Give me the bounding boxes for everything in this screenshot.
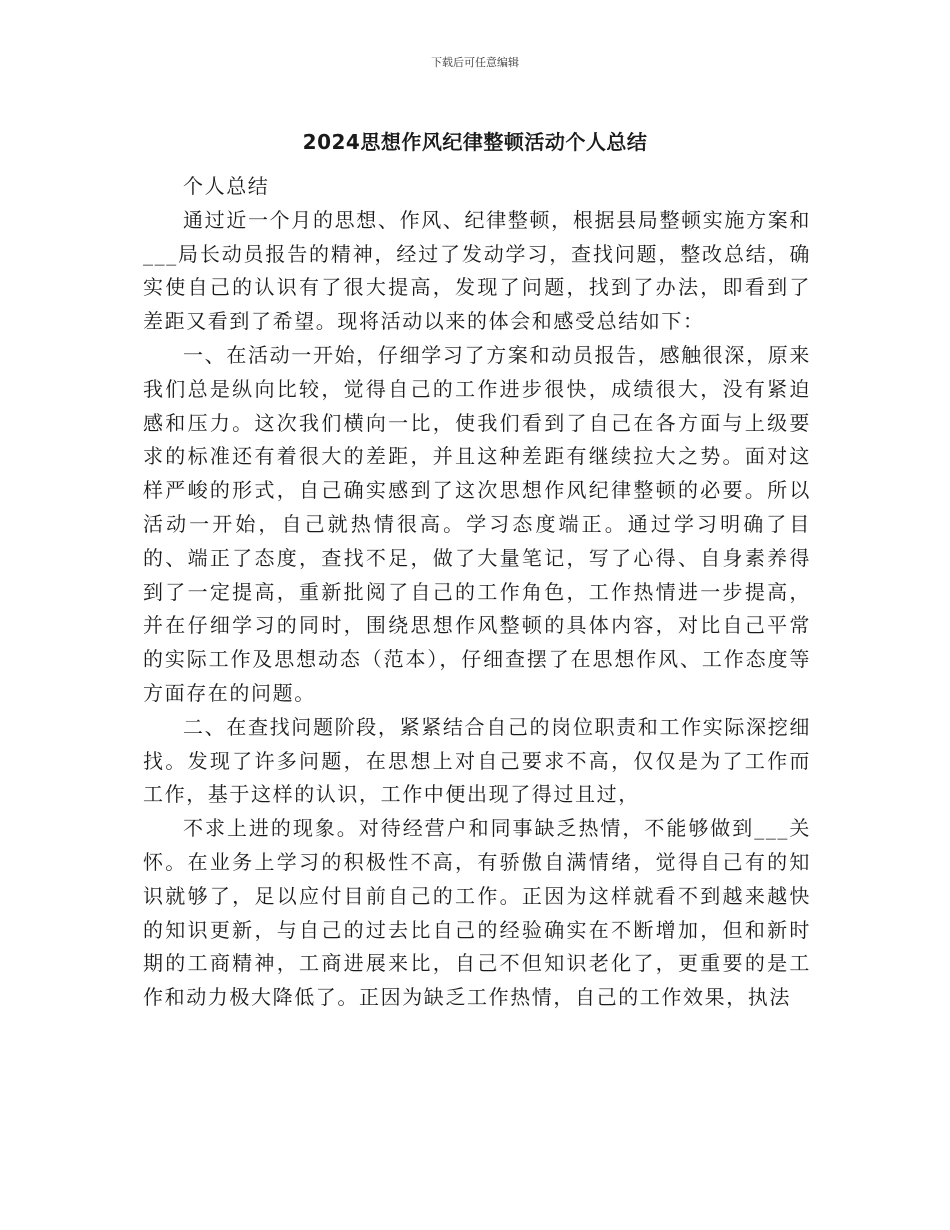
paragraph-section-one: 一、在活动一开始，仔细学习了方案和动员报告，感触很深，原来我们总是纵向比较，觉得自己的工作进步很快，成绩很大，没有紧迫感和压力。这次我们横向一比，使我们看到了自己在各方面与上级要求的标准还有着很大的差距，并且这种差距有继续拉大之势。面对这样严峻的形式，自己确实感到了这次思想作风纪律整顿的必要。所以活动一开始，自己就热情很高。学习态度端正。通过学习明确了目的、端正了态度，查找不足，做了大量笔记，写了心得、自身素养得到了一定提高，重新批阅了自己的工作角色，工作热情进一步提高，并在仔细学习的同时，围绕思想作风整顿的具体内容，对比自己平常的实际工作及思想动态（范本），仔细查摆了在思想作风、工作态度等方面存在的问题。	[143, 342, 811, 705]
paragraph-section-two: 二、在查找问题阶段，紧紧结合自己的岗位职责和工作实际深挖细找。发现了许多问题，在思想上对自己要求不高，仅仅是为了工作而工作，基于这样的认识，工作中便出现了得过且过，	[143, 714, 811, 807]
header-note: 下载后可任意编辑	[431, 56, 519, 69]
paragraph-intro: 通过近一个月的思想、作风、纪律整顿，根据县局整顿实施方案和___局长动员报告的精神，经过了发动学习，查找问题，整改总结，确实使自己的认识有了很大提高，发现了问题，找到了办法，即看到了差距又看到了希望。现将活动以来的体会和感受总结如下：	[143, 207, 811, 334]
document-body	[143, 170, 811, 1015]
paragraph-continuation: 不求上进的现象。对待经营户和同事缺乏热情，不能够做到___关怀。在业务上学习的积极性不高，有骄傲自满情绪，觉得自己有的知识就够了，足以应付目前自己的工作。正因为这样就看不到越来越快的知识更新，与自己的过去比自己的经验确实在不断增加，但和新时期的工商精神，工商进展来比，自己不但知识老化了，更重要的是工作和动力极大降低了。正因为缺乏工作热情，自己的工作效果，执法	[143, 816, 811, 1010]
paragraph-heading: 个人总结	[183, 174, 270, 198]
document-title: 2024思想作风纪律整顿活动个人总结	[302, 130, 648, 154]
